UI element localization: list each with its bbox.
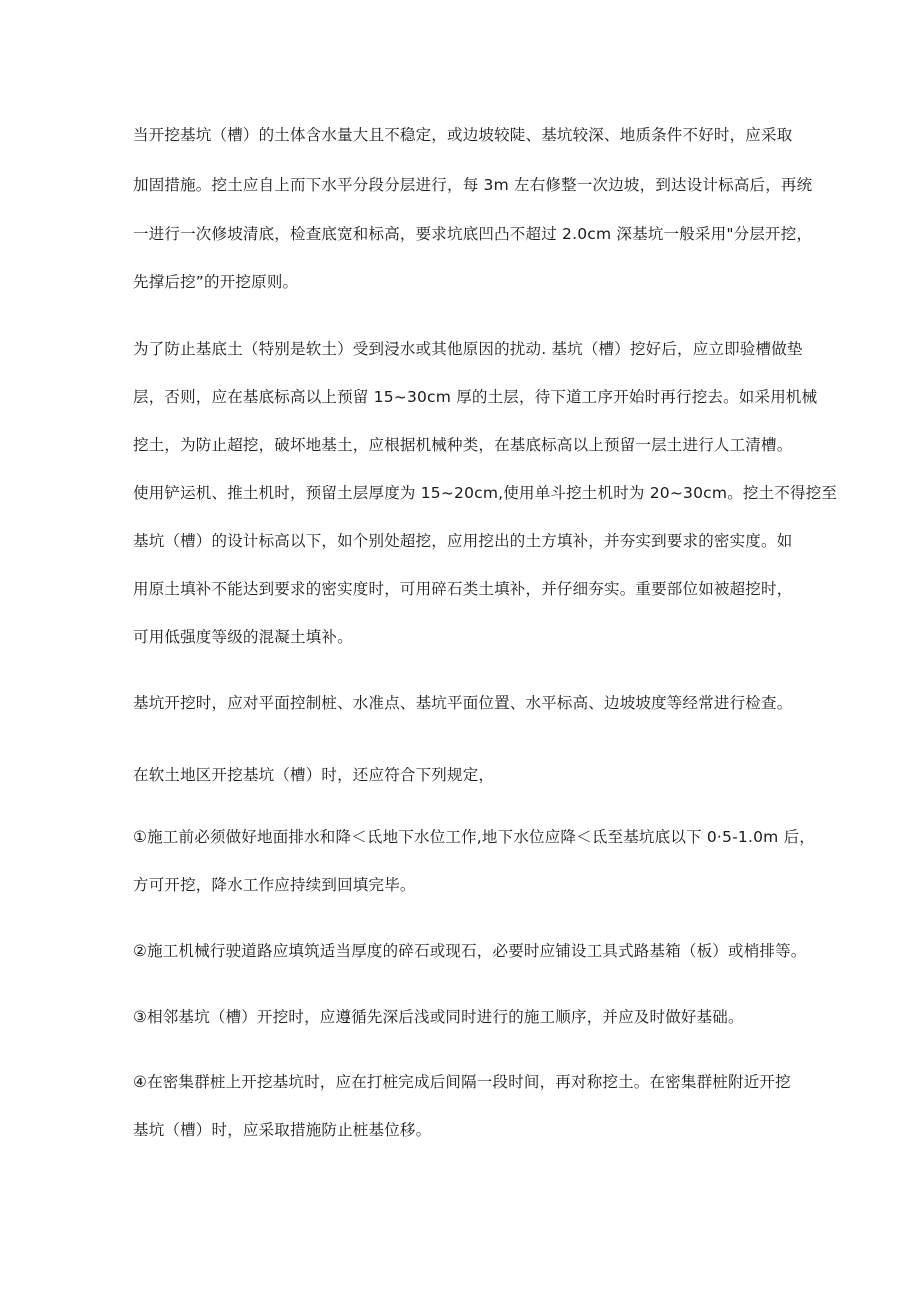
paragraph-1-line-4: 先撑后挖”的开挖原则。 xyxy=(133,273,299,291)
rule-4-line-2: 基坑（槽）时，应采取措施防止桩基位移。 xyxy=(133,1121,432,1139)
rule-2-line-1: ②施工机械行驶道路应填筑适当厚度的碎石或现石，必要时应铺设工具式路基箱（板）或梢排等。 xyxy=(133,942,807,960)
rule-3-line-1: ③相邻基坑（槽）开挖时，应遵循先深后浅或同时进行的施工顺序，并应及时做好基础。 xyxy=(133,1008,744,1026)
paragraph-3-line-1: 基坑开挖时，应对平面控制桩、水准点、基坑平面位置、水平标高、边坡坡度等经常进行检查。 xyxy=(133,694,793,712)
paragraph-4-line-1: 在软土地区开挖基坑（槽）时，还应符合下列规定， xyxy=(133,766,495,784)
paragraph-2-line-7: 可用低强度等级的混凝土填补。 xyxy=(133,628,353,646)
paragraph-1-line-2: 加固措施。挖土应自上而下水平分段分层进行，每 3m 左右修整一次边坡，到达设计标高后，再统 xyxy=(133,176,813,194)
paragraph-2-line-1: 为了防止基底土（特别是软土）受到浸水或其他原因的扰动. 基坑（槽）挖好后，应立即验槽做垫 xyxy=(133,340,803,358)
paragraph-2-line-6: 用原土填补不能达到要求的密实度时，可用碎石类土填补，并仔细夯实。重要部位如被超挖时， xyxy=(133,580,793,598)
paragraph-2-line-2: 层，否则，应在基底标高以上预留 15~30cm 厚的土层，待下道工序开始时再行挖去。如采用机械 xyxy=(133,388,818,406)
paragraph-2-line-4: 使用铲运机、推土机时，预留土层厚度为 15~20cm,使用单斗挖土机时为 20~30cm。挖土不得挖至 xyxy=(133,484,838,502)
paragraph-1-line-3: 一进行一次修坡清底，检查底宽和标高，要求坑底凹凸不超过 2.0cm 深基坑一般采用"分层开挖， xyxy=(133,225,813,243)
paragraph-1-line-1: 当开挖基坑（槽）的土体含水量大且不稳定，或边坡较陡、基坑较深、地质条件不好时，应采取 xyxy=(133,126,793,144)
paragraph-2-line-3: 挖土，为防止超挖，破坏地基土，应根据机械种类，在基底标高以上预留一层土进行人工清槽。 xyxy=(133,436,793,454)
paragraph-2-line-5: 基坑（槽）的设计标高以下，如个别处超挖，应用挖出的土方填补，并夯实到要求的密实度。如 xyxy=(133,532,793,550)
rule-1-line-2: 方可开挖，降水工作应持续到回填完毕。 xyxy=(133,876,416,894)
rule-1-line-1: ①施工前必须做好地面排水和降＜氐地下水位工作,地下水位应降＜氐至基坑底以下 0·5-1.0m 后， xyxy=(133,828,815,846)
rule-4-line-1: ④在密集群桩上开挖基坑时，应在打桩完成后间隔一段时间，再对称挖土。在密集群桩附近开挖 xyxy=(133,1073,791,1091)
